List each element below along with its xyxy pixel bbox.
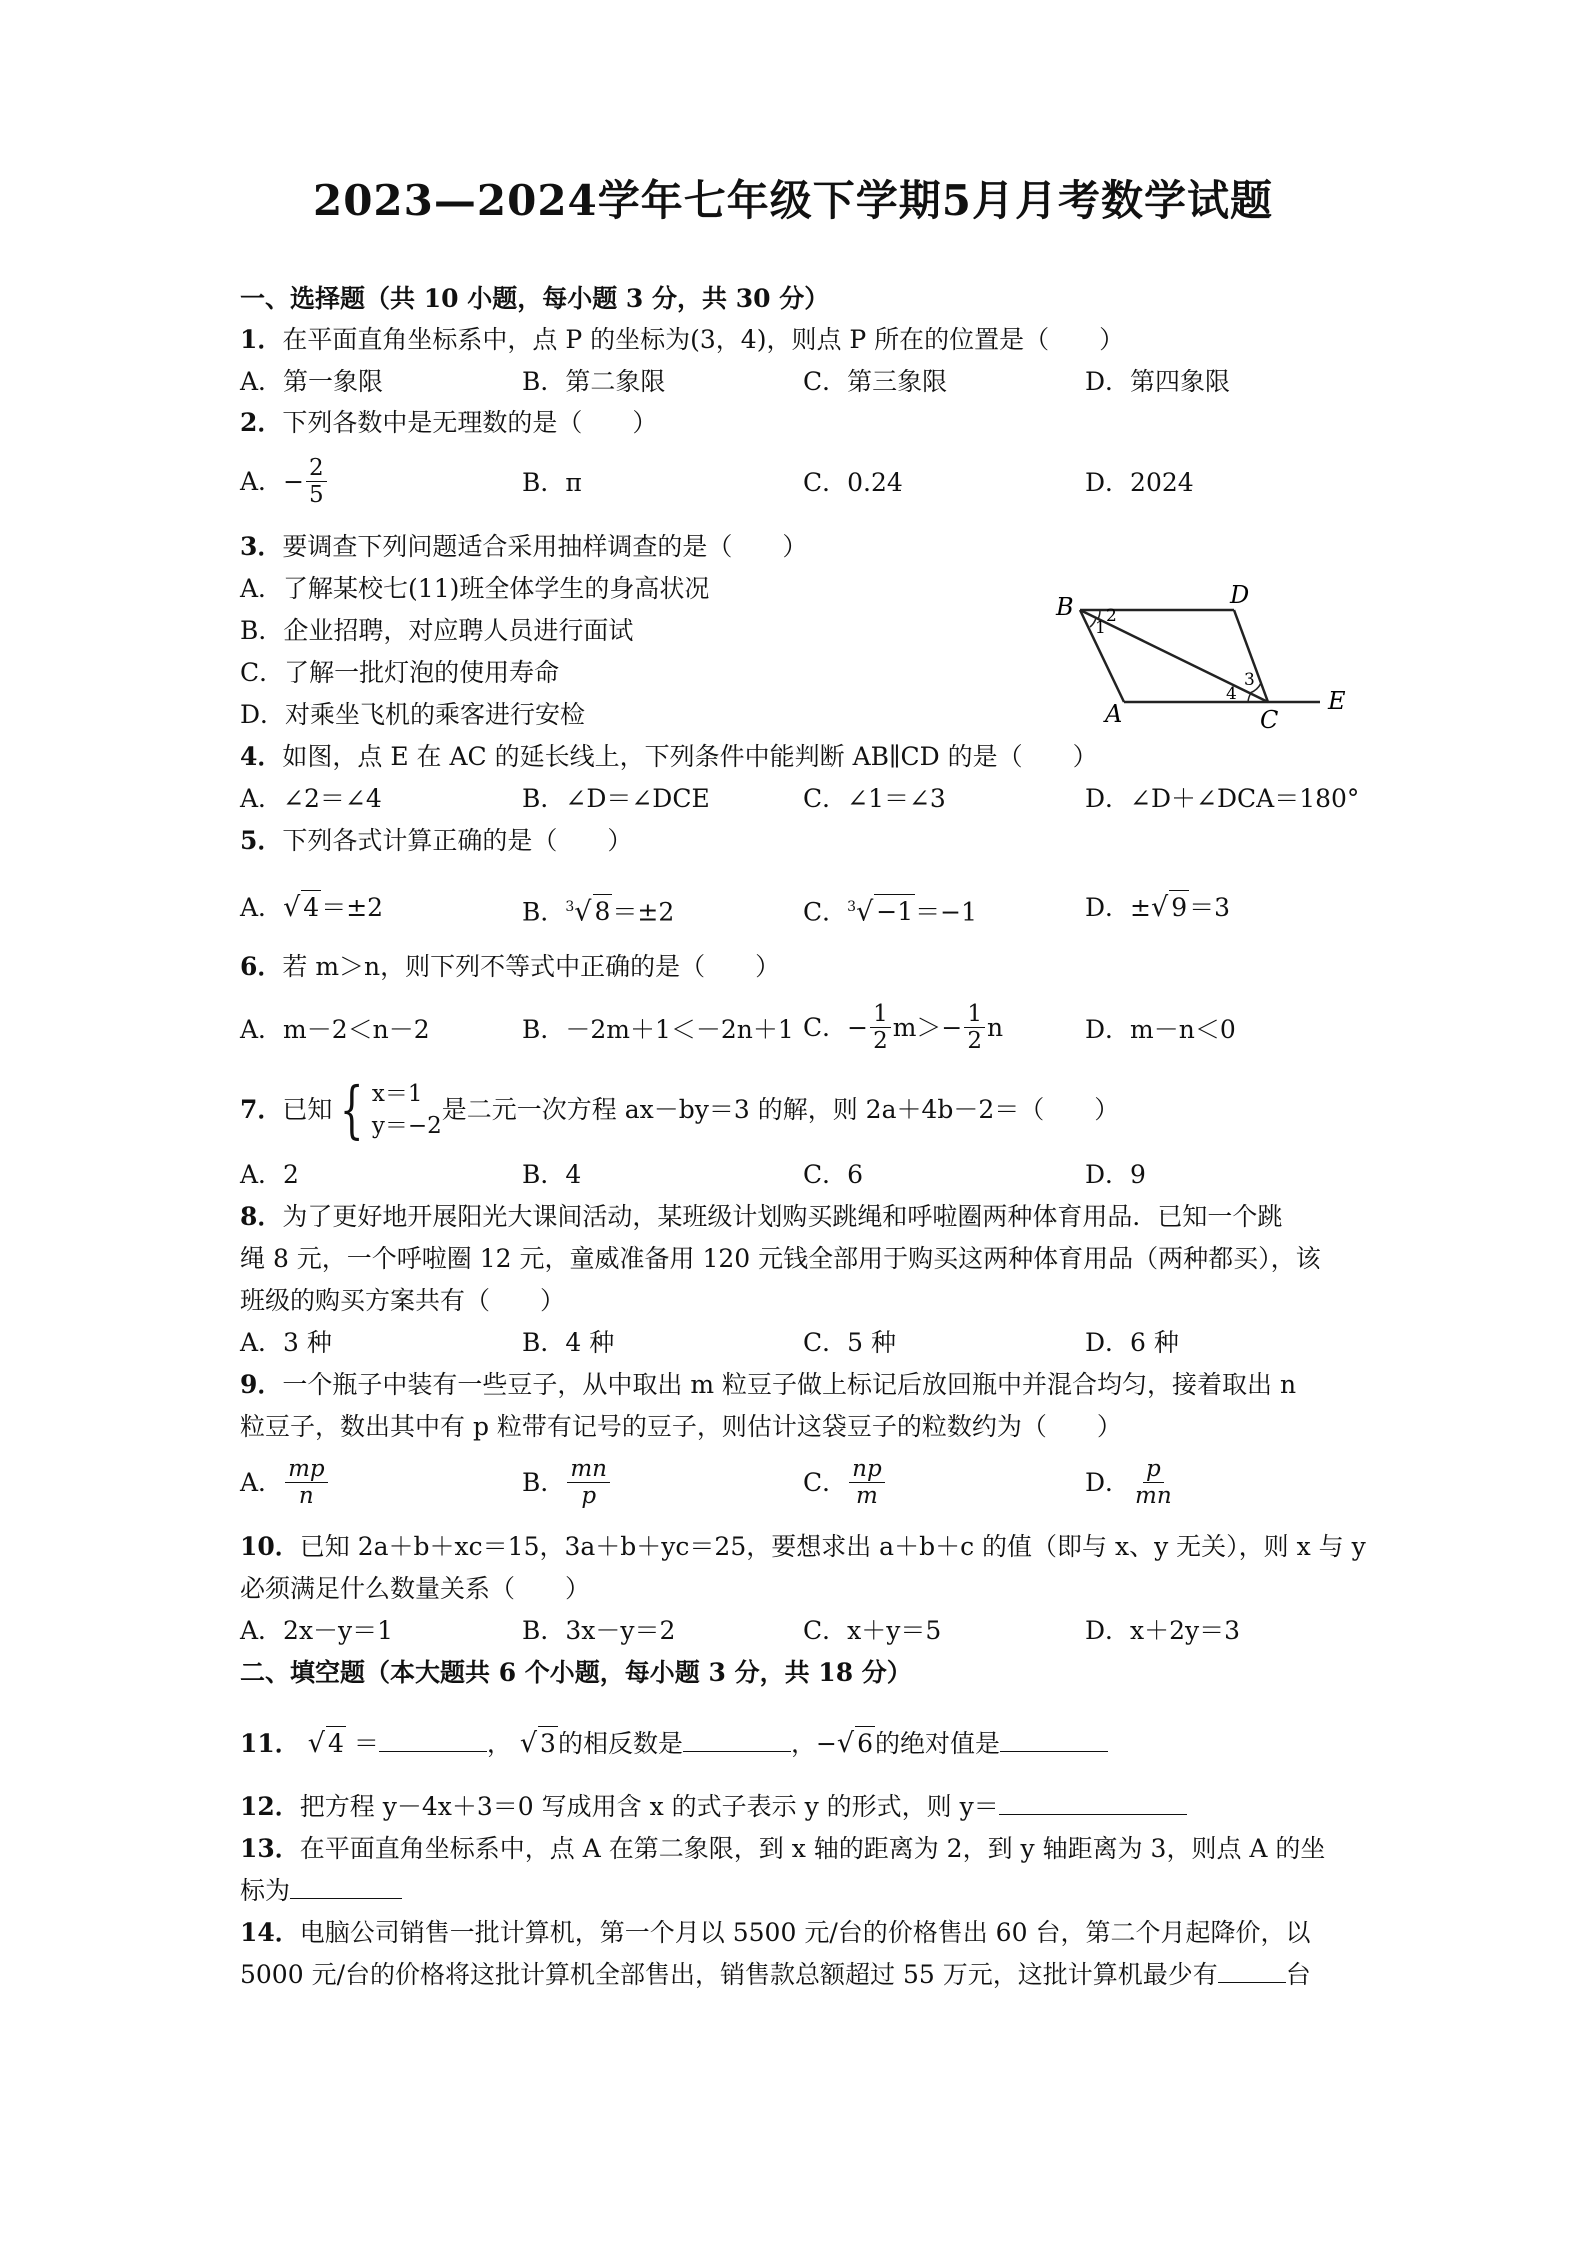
geometry-figure [1050,585,1360,735]
q8-option-a: A．3 种 [240,1328,332,1357]
root-index: 3 [847,899,857,915]
q10-option-d: D．x＋2y＝3 [1085,1616,1241,1645]
radical-icon: √ [519,1728,538,1759]
q3-option-a: A．了解某校七(11)班全体学生的身高状况 [240,574,710,603]
question-8 [240,1200,1282,1234]
root-index: 3 [565,899,575,915]
label-e: E [1328,687,1346,715]
option-label: A． [240,1467,284,1497]
q4-option-a: A．∠2＝∠4 [240,784,382,813]
denominator: m [856,1483,878,1509]
numerator: p [1143,1456,1164,1483]
question-text: 在平面直角坐标系中，点 P 的坐标为(3，4)，则点 P 所在的位置是（ ） [282,325,1125,354]
question-3 [240,530,807,564]
fraction [306,455,327,508]
denominator: mn [1135,1483,1172,1509]
radical-icon: √ [1151,892,1169,923]
brace-icon: { [340,1073,364,1146]
answer-blank[interactable] [379,1727,487,1752]
option-result: ＝−1 [915,897,977,927]
option-result: ＝±2 [612,897,675,927]
question-number: 7． [240,1095,283,1124]
q3-option-c: C．了解一批灯泡的使用寿命 [240,658,560,687]
fraction [849,1456,885,1509]
question-text: 的绝对值是 [875,1729,1001,1758]
q8-option-d: D．6 种 [1085,1328,1179,1357]
radical-icon: √ [283,892,301,923]
q8-option-b: B．4 种 [522,1328,615,1357]
fraction [285,1456,328,1509]
question-number: 11． [240,1729,300,1758]
option-label: C． [803,897,848,927]
q3-option-b: B．企业招聘，对应聘人员进行面试 [240,616,634,645]
question-6 [240,950,780,984]
question-text: 已知 2a＋b＋xc＝15，3a＋b＋yc＝25，要想求出 a＋b＋c 的值（即与 x、y 无关），则 x 与 y [299,1532,1366,1561]
question-2 [240,406,657,440]
denominator: 5 [309,482,324,508]
q7-option-b: B．4 [522,1160,582,1189]
q1-option-d: D．第四象限 [1085,367,1231,396]
section-1-heading: 一、选择题（共 10 小题，每小题 3 分，共 30 分） [240,284,830,313]
q9-option-b [522,1456,612,1509]
question-9 [240,1368,1296,1402]
radicand: 9 [1169,890,1189,925]
question-number: 8． [240,1202,283,1231]
question-number: 9． [240,1370,283,1399]
option-result: ＝±2 [321,893,384,922]
question-text: 在平面直角坐标系中，点 A 在第二象限，到 x 轴的距离为 2，到 y 轴距离为 3，则点 A 的坐 [299,1834,1326,1863]
question-4 [240,740,1098,774]
radicand: 6 [855,1726,875,1761]
angle-arc-4 [1248,693,1251,702]
q4-option-c: C．∠1＝∠3 [803,784,946,813]
question-text: 下列各式计算正确的是（ ） [282,826,633,855]
q4-option-d: D．∠D＋∠DCA＝180° [1085,784,1360,813]
q2-option-c: C．0.24 [803,468,903,497]
question-text: 若 m＞n，则下列不等式中正确的是（ ） [282,952,781,981]
label-a: A [1105,700,1123,728]
q1-option-b: B．第二象限 [522,367,666,396]
radical-icon: √ [836,1728,855,1759]
denominator: 2 [967,1028,983,1054]
q5-option-b [522,890,674,929]
question-number: 3． [240,532,283,561]
q7-option-a: A．2 [240,1160,299,1189]
q10-option-c: C．x＋y＝5 [803,1616,942,1645]
question-text: ，− [790,1729,837,1758]
q4-option-b: B．∠D＝∠DCE [522,784,710,813]
label-c: C [1260,706,1279,734]
radicand: 3 [538,1726,558,1761]
option-result: ＝3 [1189,893,1231,922]
question-10 [240,1530,1366,1564]
question-number: 10． [240,1532,300,1561]
question-1 [240,323,1124,357]
question-text: 标为 [240,1876,291,1905]
question-8-line-2: 绳 8 元，一个呼啦圈 12 元，童威准备用 120 元钱全部用于购买这两种体育用品（两种都买），该 [240,1244,1321,1273]
q8-option-c: C．5 种 [803,1328,896,1357]
question-number: 13． [240,1834,300,1863]
radicand: 4 [301,890,321,925]
numerator: np [849,1456,885,1483]
radical-icon: √ [574,896,592,928]
q5-option-a [240,890,383,925]
q1-option-a: A．第一象限 [240,367,384,396]
question-text: 台 [1285,1960,1311,1989]
option-label: B． [522,897,566,927]
question-text: ＝ [353,1729,379,1758]
numerator: mp [285,1456,328,1483]
question-text: 5000 元/台的价格将这批计算机全部售出，销售款总额超过 55 万元，这批计算机最少有 [240,1960,1218,1989]
question-10-line-2: 必须满足什么数量关系（ ） [240,1574,591,1603]
radical-icon: √ [856,896,874,928]
separator: ， [486,1729,512,1758]
q6-option-b: B．－2m＋1＜－2n＋1 [522,1015,794,1044]
q9-option-a [240,1456,330,1509]
q5-option-d [1085,890,1230,925]
question-text: 下列各数中是无理数的是（ ） [282,408,658,437]
radical-icon: √ [307,1728,325,1759]
q1-option-c: C．第三象限 [803,367,948,396]
label-angle-4: 4 [1226,684,1237,704]
numerator: 1 [964,1001,985,1028]
question-text: 如图，点 E 在 AC 的延长线上，下列条件中能判断 AB∥CD 的是（ ） [282,742,1098,771]
equation-row: x＝1 [371,1081,423,1107]
question-number: 12． [240,1792,300,1821]
label-angle-3: 3 [1244,670,1255,690]
fraction [567,1456,610,1509]
question-13 [240,1832,1325,1866]
q2-option-b: B．π [522,468,582,497]
q7-option-d: D．9 [1085,1160,1146,1189]
question-13-line-2 [240,1874,402,1908]
question-number: 5． [240,826,283,855]
minus-sign: − [283,466,305,496]
fraction [870,1001,891,1054]
question-9-line-2: 粒豆子，数出其中有 p 粒带有记号的豆子，则估计这袋豆子的粒数约为（ ） [240,1412,1122,1441]
question-text: 一个瓶子中装有一些豆子，从中取出 m 粒豆子做上标记后放回瓶中并混合均匀，接着取出 n [282,1370,1297,1399]
question-14 [240,1916,1310,1950]
q2-option-d: D．2024 [1085,468,1194,497]
question-12 [240,1790,1187,1824]
page-title: 2023—2024学年七年级下学期5月月考数学试题 [312,176,1273,225]
question-text: 已知 [282,1095,333,1124]
numerator: mn [567,1456,610,1483]
q7-option-c: C．6 [803,1160,864,1189]
question-14-line-2 [240,1958,1311,1992]
question-number: 14． [240,1918,300,1947]
option-label: C．− [803,1012,869,1042]
q6-option-d: D．m－n＜0 [1085,1015,1236,1044]
numerator: 2 [306,455,327,482]
fraction [1132,1456,1175,1509]
radicand: 4 [326,1726,346,1761]
q10-option-b: B．3x－y＝2 [522,1616,676,1645]
label-d: D [1230,585,1250,609]
q6-option-c [803,1001,1003,1054]
label-b: B [1056,593,1074,621]
question-text: 把方程 y－4x＋3＝0 写成用含 x 的式子表示 y 的形式，则 y＝ [299,1792,999,1821]
question-number: 1． [240,325,283,354]
question-5 [240,824,632,858]
question-7 [240,1073,1120,1146]
question-11 [240,1726,1108,1761]
answer-blank[interactable] [290,1874,402,1899]
denominator: n [298,1483,314,1509]
option-label: D．± [1085,893,1151,922]
q10-option-a: A．2x－y＝1 [240,1616,394,1645]
label-angle-2: 2 [1106,606,1117,626]
fraction [964,1001,985,1054]
radicand: 8 [593,894,613,929]
answer-blank[interactable] [1000,1727,1108,1752]
numerator: 1 [870,1001,891,1028]
q9-option-c [803,1456,887,1509]
denominator: p [581,1483,597,1509]
equation-rows [372,1078,442,1142]
q2-option-a [240,455,329,508]
option-label: A． [240,893,284,922]
option-middle: m＞− [892,1012,963,1042]
question-number: 6． [240,952,283,981]
label-angle-1: 1 [1095,618,1106,638]
question-8-line-3: 班级的购买方案共有（ ） [240,1286,566,1315]
answer-blank[interactable] [1218,1958,1286,1983]
equation-row: y＝−2 [371,1113,442,1139]
q9-option-d [1085,1456,1177,1509]
question-text: 要调查下列问题适合采用抽样调查的是（ ） [282,532,808,561]
question-text: 的相反数是 [557,1729,683,1758]
option-label: D． [1085,1467,1131,1497]
answer-blank[interactable] [999,1790,1187,1815]
option-label: B． [522,1467,566,1497]
equation-system [332,1073,442,1146]
q3-option-d: D．对乘坐飞机的乘客进行安检 [240,700,586,729]
option-end: n [987,1012,1004,1042]
question-number: 4． [240,742,283,771]
q6-option-a: A．m－2＜n－2 [240,1015,430,1044]
radicand: −1 [874,894,915,929]
question-text: 是二元一次方程 ax－by＝3 的解，则 2a＋4b－2＝（ ） [441,1095,1120,1124]
option-label: C． [803,1467,848,1497]
denominator: 2 [873,1028,888,1054]
question-number: 2． [240,408,283,437]
section-2-heading: 二、填空题（本大题共 6 个小题，每小题 3 分，共 18 分） [240,1658,912,1687]
answer-blank[interactable] [683,1727,791,1752]
option-label: A． [240,466,284,496]
question-text: 电脑公司销售一批计算机，第一个月以 5500 元/台的价格售出 60 台，第二个月起降价，以 [299,1918,1311,1947]
q5-option-c [803,890,977,929]
question-text: 为了更好地开展阳光大课间活动，某班级计划购买跳绳和呼啦圈两种体育用品．已知一个跳 [282,1202,1283,1231]
